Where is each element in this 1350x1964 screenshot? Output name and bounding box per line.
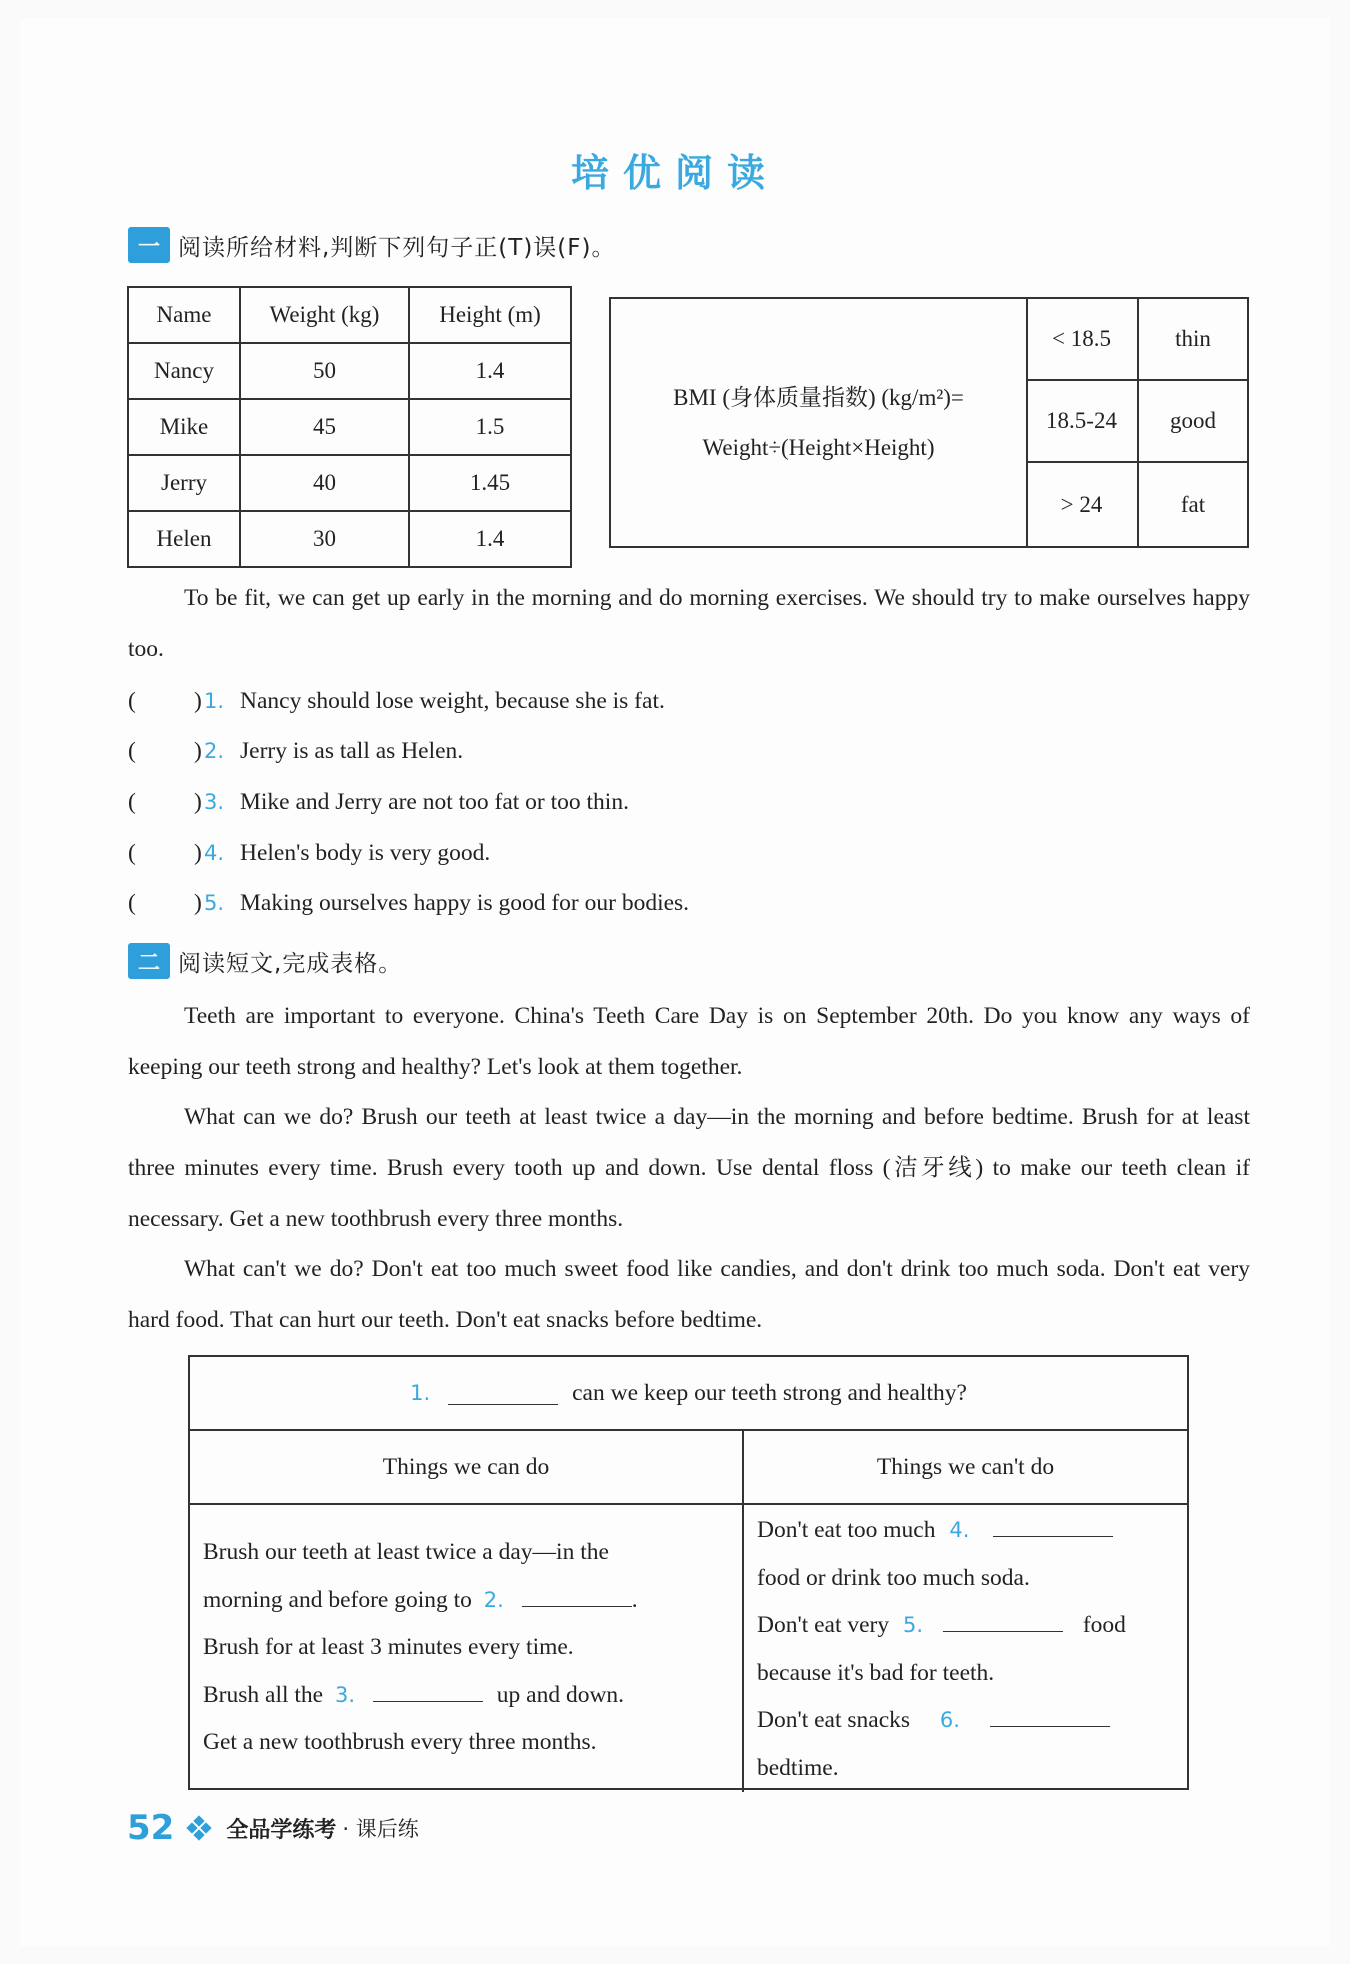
bmi-range: 18.5-24 xyxy=(1026,381,1139,461)
answer-blank-2[interactable] xyxy=(522,1584,632,1607)
answer-bracket-open[interactable]: ( xyxy=(128,788,136,815)
brand-name: 全品学练考 xyxy=(226,1817,337,1843)
blank-number: 5. xyxy=(903,1613,924,1637)
column-header-can: Things we can do xyxy=(190,1431,744,1503)
weight-height-table xyxy=(127,286,572,568)
bmi-formula-line2: Weight÷(Height×Height) xyxy=(702,434,935,460)
question-text: Making ourselves happy is good for our bodies. xyxy=(240,889,690,916)
section-1-title: 阅读所给材料,判断下列句子正(T)误(F)。 xyxy=(178,234,616,261)
question-number: 5. xyxy=(204,891,225,915)
table-title-row xyxy=(190,1357,1187,1431)
answer-bracket-open[interactable]: ( xyxy=(128,687,136,714)
page-number: 52 xyxy=(127,1808,175,1848)
cant-do-text: Don't eat very xyxy=(757,1612,890,1638)
question-text: Mike and Jerry are not too fat or too thin. xyxy=(240,788,629,815)
column-header-cant: Things we can't do xyxy=(876,1453,1055,1480)
cell-name: Helen xyxy=(128,511,240,567)
page-title: 培优阅读 xyxy=(570,151,779,195)
bmi-row xyxy=(1026,463,1247,546)
passage-paragraph: Teeth are important to everyone. China's Teeth Care Day is on September 20th. Do you know any ways of keeping our teeth strong and healthy? Let's look at them together. xyxy=(128,1003,1250,1080)
bmi-box xyxy=(609,297,1249,548)
bmi-range: > 24 xyxy=(1026,463,1139,546)
question-text: Nancy should lose weight, because she is fat. xyxy=(240,687,665,714)
cell-height: 1.4 xyxy=(409,511,571,567)
cell-weight: 30 xyxy=(240,511,409,567)
cant-do-line: food or drink too much soda. xyxy=(757,1564,1030,1591)
answer-bracket-close: ) xyxy=(194,889,202,916)
can-do-line xyxy=(203,1672,732,1720)
answer-bracket-open[interactable]: ( xyxy=(128,839,136,866)
cant-do-text: Don't eat snacks xyxy=(757,1707,911,1733)
passage-paragraph: What can we do? Brush our teeth at least twice a day—in the morning and before bedtime. Brush for at least three minutes every time. Brush every tooth up and down. Use dental floss (洁牙线) to make our teeth clean if necessary. Get a new toothbrush every three months. xyxy=(128,1104,1250,1232)
table-row xyxy=(128,455,571,511)
answer-bracket-close: ) xyxy=(194,687,202,714)
cant-do-line xyxy=(757,1697,1175,1745)
cell-weight: 45 xyxy=(240,399,409,455)
table-row xyxy=(128,511,571,567)
answer-blank-4[interactable] xyxy=(993,1514,1113,1537)
diamond-icon xyxy=(188,1817,210,1839)
question-number: 4. xyxy=(204,841,225,865)
cant-do-list xyxy=(744,1505,1187,1792)
question-item xyxy=(128,681,1250,721)
header-height: Height (m) xyxy=(409,287,571,343)
table-row xyxy=(128,343,571,399)
section-1-header xyxy=(128,225,615,265)
bmi-range: < 18.5 xyxy=(1026,299,1139,379)
blank-number: 1. xyxy=(410,1381,431,1405)
header-weight: Weight (kg) xyxy=(240,287,409,343)
header-name: Name xyxy=(128,287,240,343)
question-item xyxy=(128,731,1250,771)
section-2-badge: 二 xyxy=(128,943,170,979)
question-text: Jerry is as tall as Helen. xyxy=(240,737,464,764)
cell-height: 1.5 xyxy=(409,399,571,455)
table-row xyxy=(128,399,571,455)
bmi-ranges xyxy=(1026,299,1247,546)
answer-blank-1[interactable] xyxy=(448,1382,558,1405)
answer-bracket-open[interactable]: ( xyxy=(128,889,136,916)
blank-number: 4. xyxy=(949,1518,970,1542)
bmi-row xyxy=(1026,381,1247,463)
brand-subtitle: · 课后练 xyxy=(342,1817,419,1841)
cant-do-line xyxy=(757,1602,1175,1650)
section-2-header xyxy=(128,941,402,981)
question-item xyxy=(128,883,1250,923)
answer-blank-6[interactable] xyxy=(990,1704,1110,1727)
can-do-text: morning and before going to xyxy=(203,1586,472,1613)
page-footer xyxy=(127,1808,419,1848)
can-do-line: Brush for at least 3 minutes every time. xyxy=(203,1634,574,1660)
section-1-badge: 一 xyxy=(128,227,170,263)
answer-blank-3[interactable] xyxy=(373,1679,483,1702)
cant-do-text: Don't eat too much xyxy=(757,1517,936,1543)
cell-weight: 40 xyxy=(240,455,409,511)
bmi-label: thin xyxy=(1175,326,1211,351)
can-do-text: up and down. xyxy=(496,1681,625,1708)
question-number: 1. xyxy=(204,689,225,713)
passage-paragraph: What can't we do? Don't eat too much sweet food like candies, and don't drink too much soda. Don't eat very hard food. That can hurt our teeth. Don't eat snacks before bedtime. xyxy=(128,1256,1250,1333)
teeth-care-table xyxy=(188,1355,1189,1790)
bmi-formula-line1: BMI (身体质量指数) (kg/m²)= xyxy=(673,384,964,410)
cell-height: 1.45 xyxy=(409,455,571,511)
question-number: 3. xyxy=(204,790,225,814)
question-number: 2. xyxy=(204,739,225,763)
cell-height: 1.4 xyxy=(409,343,571,399)
bmi-label: fat xyxy=(1180,491,1206,517)
can-do-line: Get a new toothbrush every three months. xyxy=(203,1729,597,1755)
table-header-row xyxy=(128,287,571,343)
answer-bracket-close: ) xyxy=(194,839,202,866)
table-title-text: can we keep our teeth strong and healthy? xyxy=(572,1379,967,1406)
cell-name: Jerry xyxy=(128,455,240,511)
can-do-text: Brush all the xyxy=(203,1681,324,1708)
answer-bracket-open[interactable]: ( xyxy=(128,737,136,764)
blank-number: 2. xyxy=(483,1587,504,1612)
cant-do-line xyxy=(757,1507,1175,1555)
cant-do-line: because it's bad for teeth. xyxy=(757,1659,995,1686)
bmi-row xyxy=(1026,299,1247,381)
cant-do-text: food xyxy=(1082,1612,1126,1638)
cell-name: Mike xyxy=(128,399,240,455)
can-do-line: morning and before going to 2. . xyxy=(203,1577,732,1625)
cant-do-line: bedtime. xyxy=(757,1754,839,1781)
answer-bracket-close: ) xyxy=(194,737,202,764)
cell-name: Nancy xyxy=(128,343,240,399)
bmi-formula xyxy=(611,299,1028,546)
cell-weight: 50 xyxy=(240,343,409,399)
blank-number: 6. xyxy=(939,1708,960,1732)
question-text: Helen's body is very good. xyxy=(240,839,491,866)
can-do-line: Brush our teeth at least twice a day—in the xyxy=(203,1539,609,1565)
question-item xyxy=(128,833,1250,873)
section-2-title: 阅读短文,完成表格。 xyxy=(178,950,403,977)
answer-bracket-close: ) xyxy=(194,788,202,815)
passage-fitness: To be fit, we can get up early in the morning and do morning exercises. We should try to make ourselves happy too. xyxy=(128,585,1250,662)
question-item xyxy=(128,782,1250,822)
can-do-list xyxy=(190,1505,744,1792)
bmi-label: good xyxy=(1170,408,1216,433)
answer-blank-5[interactable] xyxy=(943,1609,1063,1632)
table-column-headers xyxy=(190,1431,1187,1505)
blank-number: 3. xyxy=(334,1682,356,1707)
table-body xyxy=(190,1505,1187,1792)
